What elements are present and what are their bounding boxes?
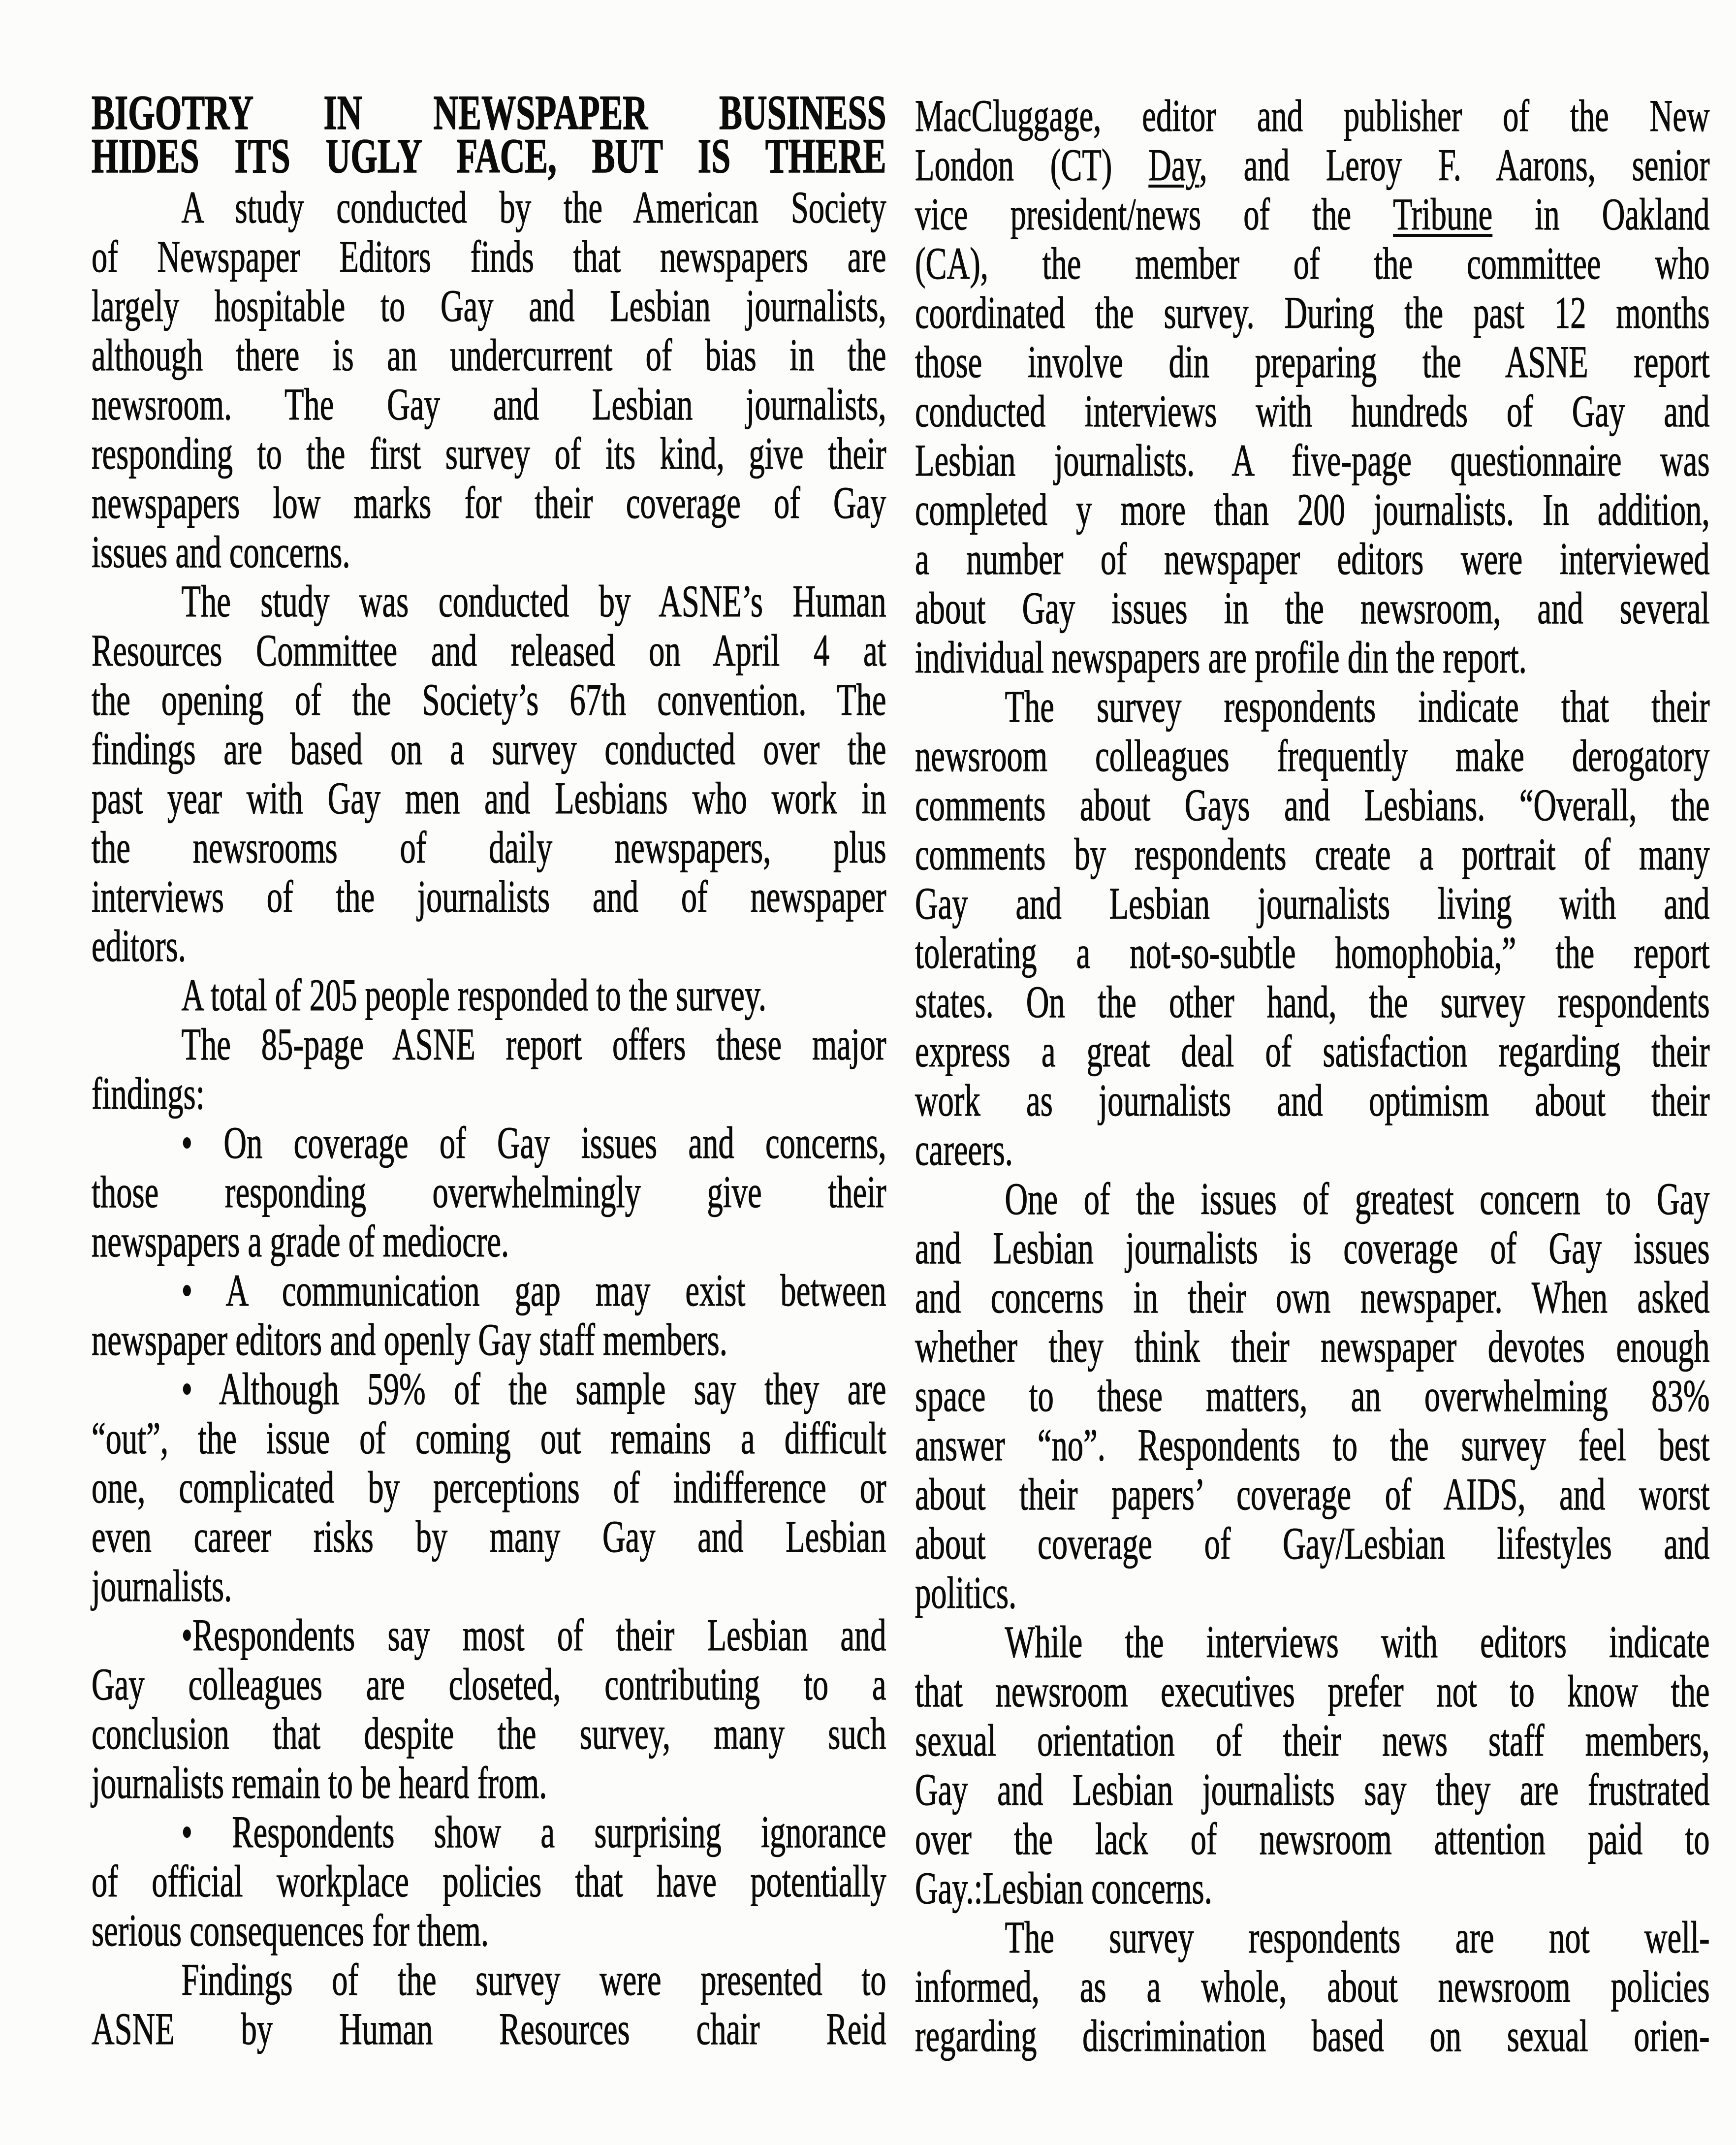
text-line: “out”, the issue of coming out remains a difficult xyxy=(92,1413,886,1463)
text-line: A total of 205 people responded to the survey. xyxy=(181,970,767,1020)
text-line: whether they think their newspaper devotes enough xyxy=(915,1321,1710,1372)
text-line: newspapers low marks for their coverage of Gay xyxy=(92,478,886,528)
text-line: MacCluggage, editor and publisher of the New xyxy=(915,91,1710,141)
headline xyxy=(92,85,886,183)
text-line: conducted interviews with hundreds of Gay and xyxy=(915,386,1710,436)
paragraph xyxy=(915,682,1710,1174)
text-line: •Respondents say most of their Lesbian and xyxy=(181,1610,886,1660)
text-line: newspapers a grade of mediocre. xyxy=(92,1216,509,1266)
paragraph xyxy=(92,1364,886,1610)
text-line: (CA), the member of the committee who xyxy=(915,238,1710,288)
text-line: about coverage of Gay/Lesbian lifestyles and xyxy=(915,1518,1710,1569)
left-column-paragraphs xyxy=(92,183,886,2053)
paragraph xyxy=(915,1913,1710,2060)
text-line: • Although 59% of the sample say they are xyxy=(181,1364,886,1414)
left-column xyxy=(92,85,886,2060)
right-column-text xyxy=(915,91,1710,2060)
text-line: and concerns in their own newspaper. When asked xyxy=(915,1272,1710,1322)
underlined-publication-name: Tribune xyxy=(1393,189,1493,239)
text-line: comments about Gays and Lesbians. “Overall, the xyxy=(915,780,1710,830)
text-line: those involve din preparing the ASNE report xyxy=(915,337,1710,387)
text-line: politics. xyxy=(915,1568,1017,1618)
text-line: of Newspaper Editors finds that newspapers are xyxy=(92,231,886,282)
article-columns xyxy=(92,85,1710,2061)
text-line: largely hospitable to Gay and Lesbian journalists, xyxy=(92,281,886,331)
text-line: sexual orientation of their news staff members, xyxy=(915,1715,1710,1765)
text-line: Gay and Lesbian journalists say they are frustrated xyxy=(915,1764,1710,1815)
text-line: comments by respondents create a portrait of many xyxy=(915,829,1710,879)
headline-line-1: BIGOTRY IN NEWSPAPER BUSINESS xyxy=(92,85,886,140)
left-column-text xyxy=(92,85,886,2054)
text-line: • Respondents show a surprising ignorance xyxy=(181,1807,886,1857)
text-line: careers. xyxy=(915,1124,1013,1175)
text-line: newspaper editors and openly Gay staff members. xyxy=(92,1314,727,1365)
paragraph xyxy=(92,1020,886,1118)
text-line: Lesbian journalists. A five-page questionnaire was xyxy=(915,435,1710,485)
text-line: journalists. xyxy=(92,1561,232,1611)
text-line: even career risks by many Gay and Lesbian xyxy=(92,1511,886,1562)
right-column xyxy=(915,91,1710,2060)
text-line: tolerating a not-so-subtle homophobia,” the report xyxy=(915,928,1710,978)
paragraph xyxy=(915,1174,1710,1617)
text-line: interviews of the journalists and of newspaper xyxy=(92,871,886,922)
text-line: Gay and Lesbian journalists living with and xyxy=(915,878,1710,928)
text-line: The survey respondents are not well- xyxy=(1005,1912,1710,1962)
text-line: over the lack of newsroom attention paid to xyxy=(915,1814,1710,1864)
text-line: responding to the first survey of its kind, give their xyxy=(92,428,886,479)
text-line: findings: xyxy=(92,1068,205,1119)
paragraph xyxy=(92,576,886,970)
text-line: • On coverage of Gay issues and concerns, xyxy=(181,1118,886,1168)
text-line: express a great deal of satisfaction regarding their xyxy=(915,1026,1710,1076)
text-line: of official workplace policies that have potentially xyxy=(92,1856,886,1906)
text-line: completed y more than 200 journalists. In addition, xyxy=(915,484,1710,535)
text-line: The 85-page ASNE report offers these major xyxy=(181,1019,886,1069)
paragraph xyxy=(92,1266,886,1364)
text-line: The study was conducted by ASNE’s Human xyxy=(181,576,886,626)
text-line: the newsrooms of daily newspapers, plus xyxy=(92,822,886,872)
text-line: one, complicated by perceptions of indifference or xyxy=(92,1462,886,1512)
text-line: The survey respondents indicate that their xyxy=(1005,681,1710,732)
paragraph xyxy=(92,1807,886,1955)
text-line: the opening of the Society’s 67th convention. The xyxy=(92,674,886,725)
underlined-publication-name: Day xyxy=(1148,140,1199,190)
text-line: newsroom colleagues frequently make derogatory xyxy=(915,731,1710,781)
text-line: findings are based on a survey conducted over the xyxy=(92,724,886,774)
text-line: While the interviews with editors indicate xyxy=(1005,1617,1710,1667)
paragraph xyxy=(92,183,886,576)
text-line: Findings of the survey were presented to xyxy=(181,1954,886,2005)
text-line: journalists remain to be heard from. xyxy=(92,1758,547,1808)
paragraph xyxy=(92,1610,886,1807)
text-line: ASNE by Human Resources chair Reid xyxy=(92,2004,886,2054)
paragraph xyxy=(92,1118,886,1266)
text-line: those responding overwhelmingly give their xyxy=(92,1167,886,1217)
text-line: about their papers’ coverage of AIDS, and worst xyxy=(915,1469,1710,1519)
text-line: space to these matters, an overwhelming 83% xyxy=(915,1371,1710,1421)
right-column-paragraphs xyxy=(915,91,1710,2060)
text-line: serious consequences for them. xyxy=(92,1905,489,1955)
text-line: about Gay issues in the newsroom, and several xyxy=(915,583,1710,633)
text-line: editors. xyxy=(92,921,186,971)
text-line: that newsroom executives prefer not to know the xyxy=(915,1666,1710,1716)
paragraph xyxy=(92,970,886,1020)
text-line: London (CT) Day, and Leroy F. Aarons, senior xyxy=(915,140,1710,190)
paragraph xyxy=(915,1617,1710,1913)
paragraph xyxy=(915,91,1710,682)
text-line: work as journalists and optimism about their xyxy=(915,1075,1710,1125)
text-line: regarding discrimination based on sexual orien- xyxy=(915,2011,1710,2061)
text-line: informed, as a whole, about newsroom policies xyxy=(915,1961,1710,2012)
text-line: Resources Committee and released on April 4 at xyxy=(92,625,886,675)
text-line: and Lesbian journalists is coverage of Gay issues xyxy=(915,1223,1710,1273)
text-line: conclusion that despite the survey, many such xyxy=(92,1708,886,1759)
text-line: past year with Gay men and Lesbians who work in xyxy=(92,773,886,823)
text-line: Gay colleagues are closeted, contributing to a xyxy=(92,1659,886,1709)
text-line: • A communication gap may exist between xyxy=(181,1265,886,1315)
text-line: states. On the other hand, the survey respondents xyxy=(915,977,1710,1027)
paragraph xyxy=(92,1955,886,2053)
text-line: Gay.:Lesbian concerns. xyxy=(915,1863,1212,1913)
text-line: a number of newspaper editors were interviewed xyxy=(915,534,1710,584)
text-line: A study conducted by the American Society xyxy=(181,182,886,232)
headline-line-2: HIDES ITS UGLY FACE, BUT IS THERE xyxy=(92,128,886,183)
text-line: issues and concerns. xyxy=(92,527,350,577)
text-line: individual newspapers are profile din the report. xyxy=(915,632,1527,682)
text-line: vice president/news of the Tribune in Oakland xyxy=(915,189,1710,239)
text-line: coordinated the survey. During the past 12 months xyxy=(915,288,1710,338)
text-line: One of the issues of greatest concern to Gay xyxy=(1005,1174,1710,1224)
text-line: although there is an undercurrent of bias in the xyxy=(92,330,886,380)
text-line: answer “no”. Respondents to the survey feel best xyxy=(915,1420,1710,1470)
text-line: newsroom. The Gay and Lesbian journalists, xyxy=(92,379,886,429)
